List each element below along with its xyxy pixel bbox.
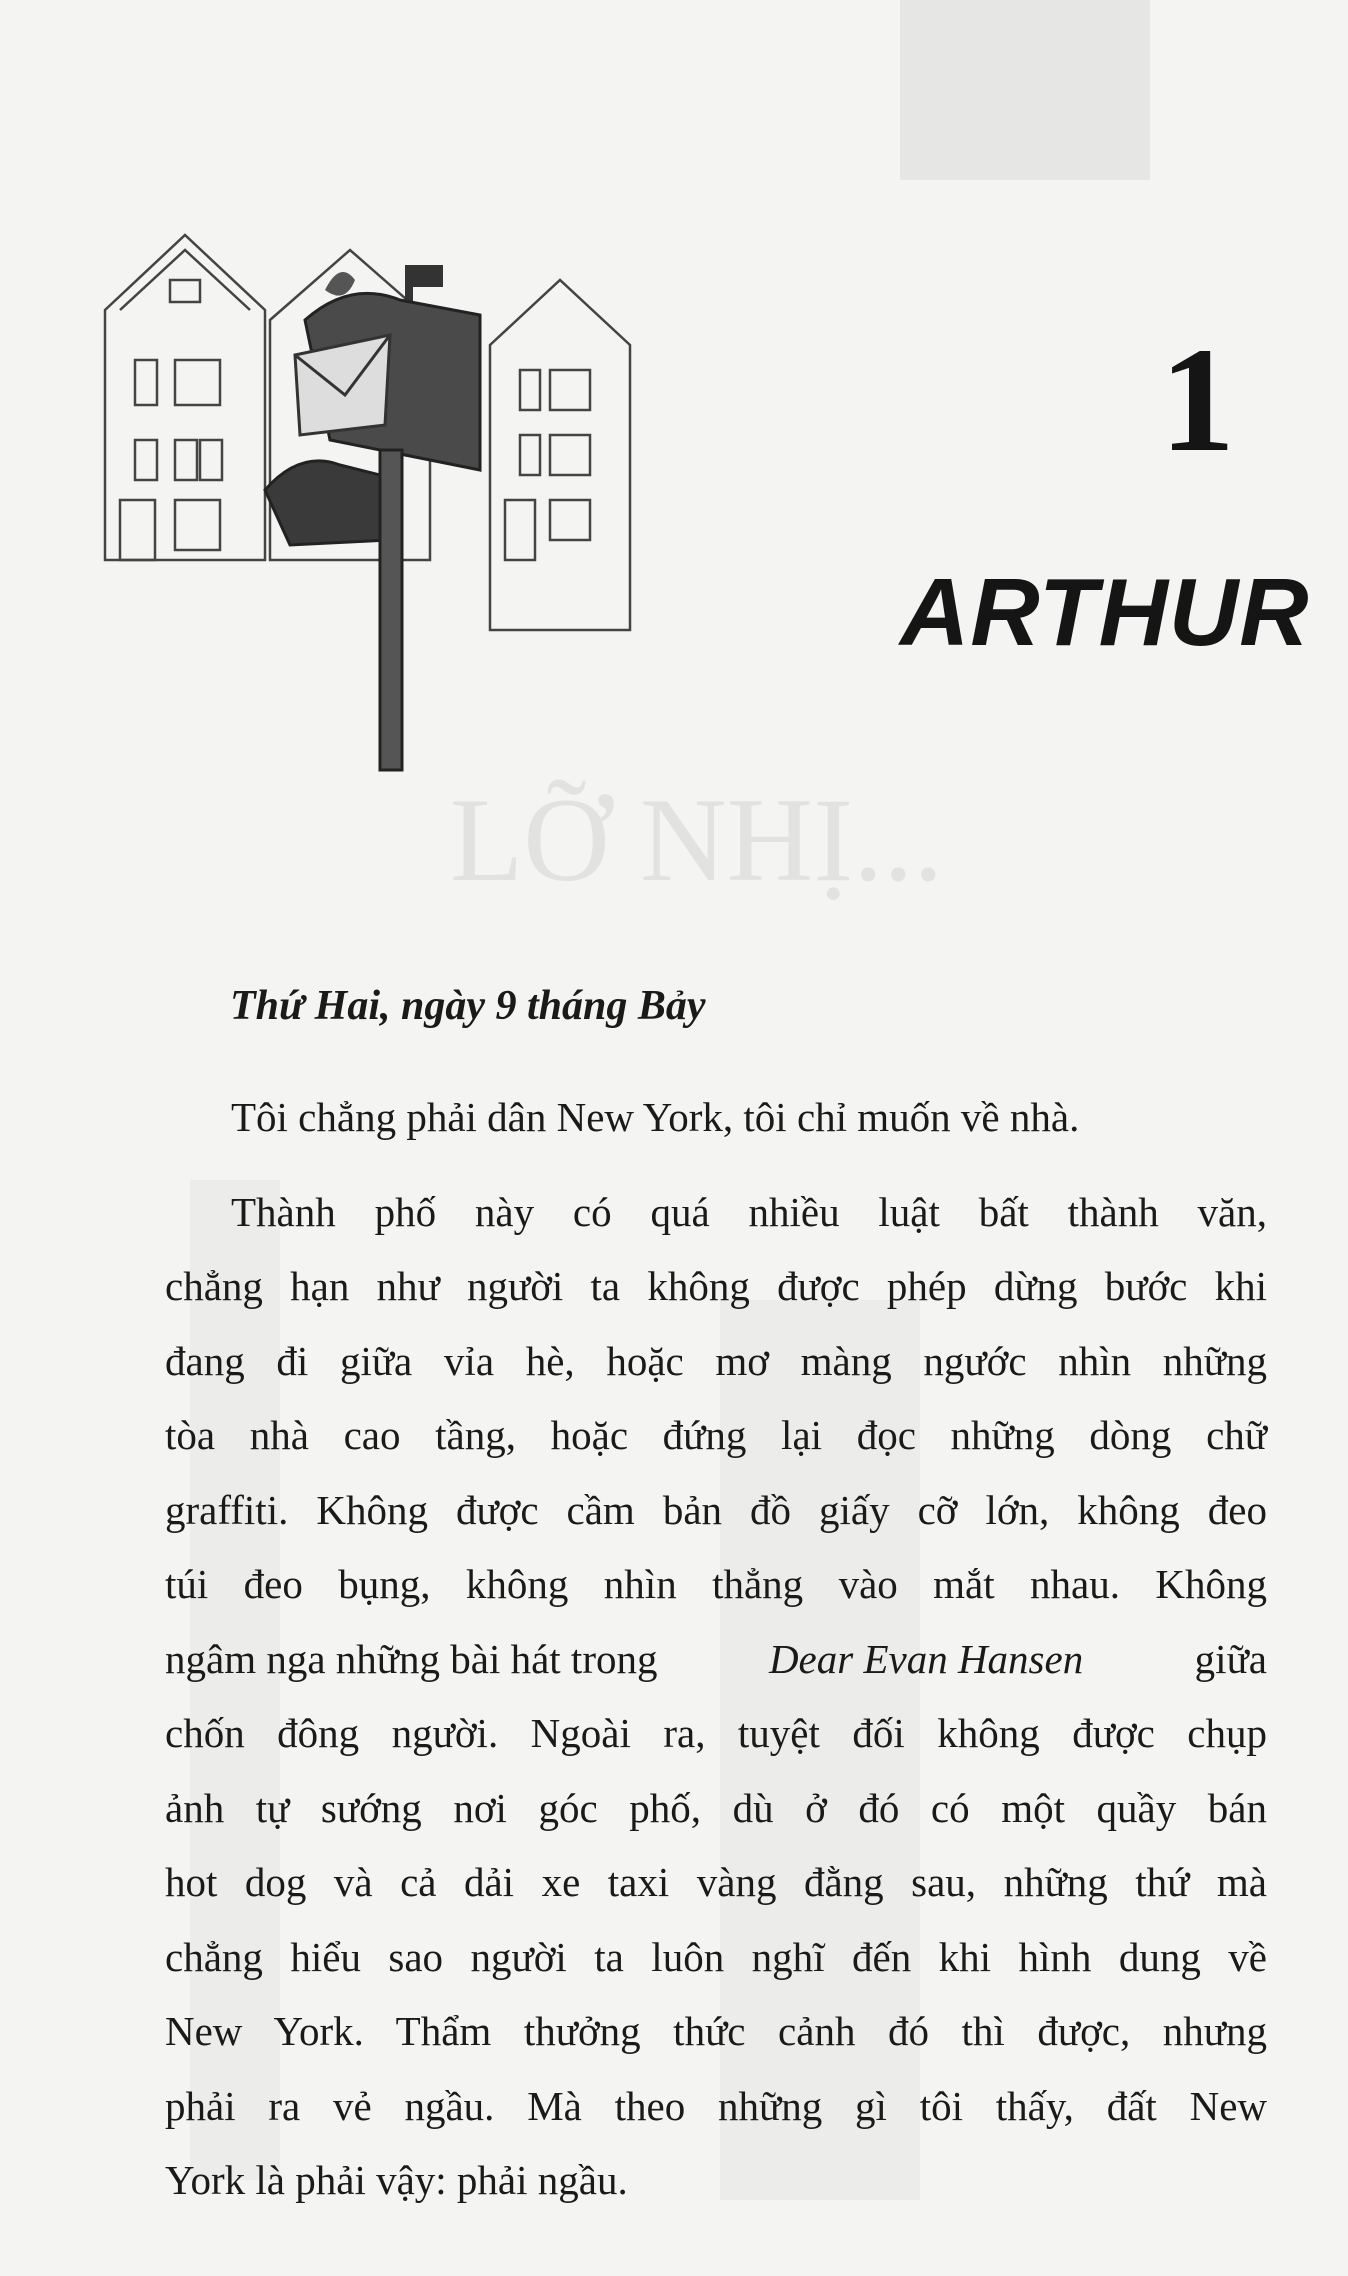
diary-date-heading: Thứ Hai, ngày 9 tháng Bảy [230, 983, 706, 1029]
text-line: graffiti. Không được cầm bản đồ giấy cỡ lớn, không đeo [165, 1486, 1267, 1533]
text-line: chẳng hiểu sao người ta luôn nghĩ đến khi hình dung về [165, 1933, 1267, 1980]
text-line: York là phải vậy: phải ngầu. [165, 2157, 628, 2203]
text-line [165, 1622, 1267, 1697]
mailbox-houses-illustration [100, 210, 720, 780]
chapter-number: 1 [1160, 317, 1235, 483]
text-line: túi đeo bụng, không nhìn thẳng vào mắt nhau. Không [165, 1561, 1267, 1607]
text-segment: giữa [1184, 1635, 1267, 1682]
text-line: New York. Thẩm thưởng thức cảnh đó thì được, nhưng [165, 2008, 1267, 2054]
text-segment: ngâm nga những bài hát trong [165, 1635, 668, 1682]
background-skyline [900, 0, 1150, 180]
text-line: ảnh tự sướng nơi góc phố, dù ở đó có một quầy bán [165, 1784, 1267, 1831]
text-line: Thành phố này có quá nhiều luật bất thành văn, [231, 1188, 1267, 1235]
text-line: chẳng hạn như người ta không được phép dừng bước khi [165, 1263, 1267, 1309]
text-line: hot dog và cả dải xe taxi vàng đằng sau, những thứ mà [165, 1859, 1267, 1905]
body-text [165, 1080, 1267, 2218]
text-line: Tôi chẳng phải dân New York, tôi chỉ muốn về nhà. [231, 1094, 1080, 1140]
text-line: chốn đông người. Ngoài ra, tuyệt đối không được chụp [165, 1710, 1267, 1756]
text-line: đang đi giữa vỉa hè, hoặc mơ màng ngước nhìn những [165, 1337, 1267, 1384]
book-title: Dear Evan Hansen [768, 1635, 1084, 1682]
text-line: tòa nhà cao tầng, hoặc đứng lại đọc những dòng chữ [165, 1412, 1267, 1458]
text-line: phải ra vẻ ngầu. Mà theo những gì tôi thấy, đất New [165, 2082, 1267, 2129]
chapter-title: ARTHUR [900, 559, 1310, 666]
faded-watermark-text: LỠ NHỊ... [450, 773, 944, 906]
